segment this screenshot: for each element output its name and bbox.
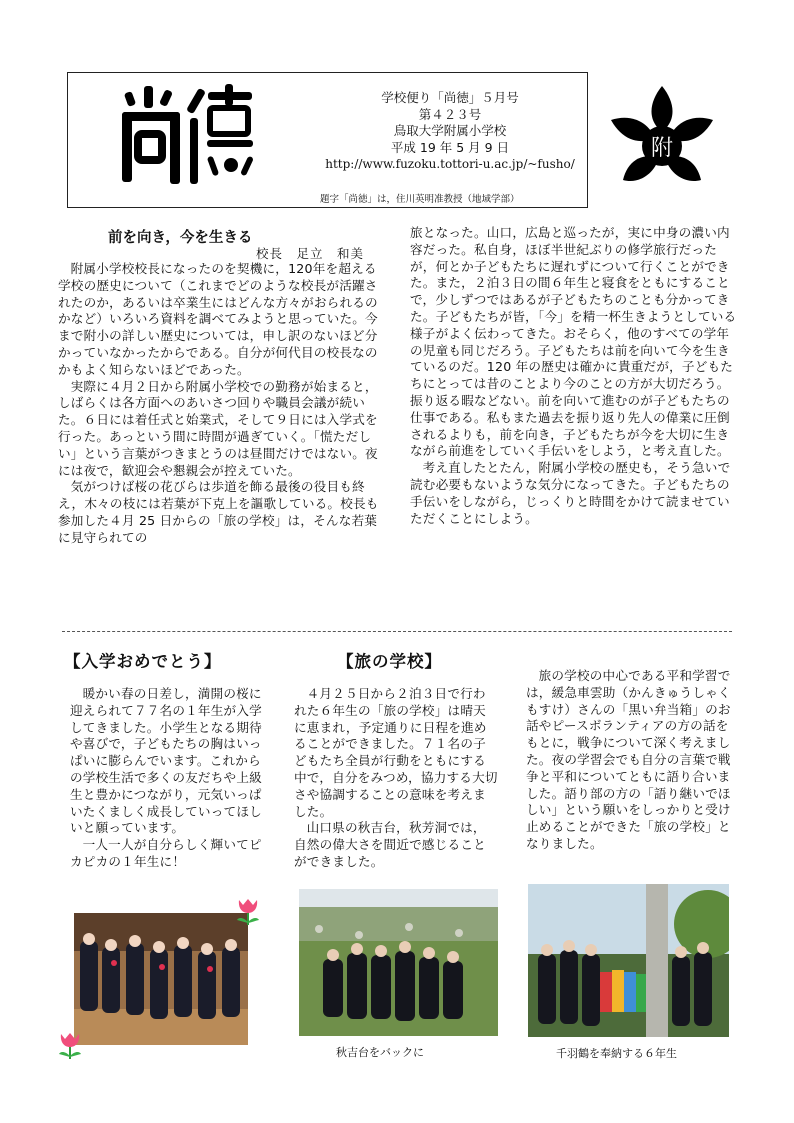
title-credit: 題字「尚徳」は，住川英明准教授（地域学部）: [320, 194, 520, 205]
article-author: 校長 足立 和美: [256, 246, 365, 261]
tulip-icon: [234, 896, 262, 930]
issue-date: 平成 19 年 5 月 9 日: [390, 139, 510, 155]
article-paragraph: 気がつけば桜の花びらは歩道を飾る最後の役目も終え，木々の枝には若葉が下克上を謳歌している。校長も参加した４月 25 日からの「旅の学校」は，そんな若葉に見守られての: [58, 479, 379, 545]
nyugaku-body: [70, 686, 270, 871]
school-emblem: [597, 80, 727, 202]
article-paragraph: 考え直したとたん，附属小学校の歴史も，そう急いで読む必要もないような気分になってきた。子どもたちの手伝いをしながら，じっくりと時間をかけて読ませていただくことにしよう。: [410, 460, 731, 526]
photo-caption-akiyoshi: 秋吉台をバックに: [336, 1046, 424, 1059]
header-info: [300, 90, 600, 173]
nyugaku-paragraph: 暖かい春の日差し，満開の桜に迎えられて７７名の１年生が入学してきました。小学生となる期待や喜びで，子どもたちの胸はいっぱいに膨らんでいます。これからの学校生活で多くの友だちや上級生と豊かにつながり，元気いっぱいたくましく成長していってほしいと願っています。: [70, 686, 262, 836]
peace-study-body: [526, 668, 736, 853]
tabi-paragraph: 旅の学校の中心である平和学習では，緩急車雲助（かんきゅうしゃくもすけ）さんの「黒い弁当箱」のお話やピースボランティアの方の話をもとに，戦争について深く考えました。夜の学習会でも自分の言葉で戦争と平和についてともに語り合いました。語り部の方の「語り継いでほしい」という願いをしっかりと受け止めることができた「旅の学校」となりました。: [526, 668, 731, 851]
photo-caption-senbazuru: 千羽鶴を奉納する６年生: [556, 1047, 677, 1060]
school-emblem-icon: [597, 80, 727, 202]
article-paragraph: 附属小学校校長になったのを契機に，120年を超える学校の歴史について（これまでどのような校長が活躍されたのか，あるいは卒業生にはどんな方々がおられるのかなど）いろいろ資料を調べてみようと思っていた。今まで附小の詳しい歴史については，申し訳のないほど分かっていなかったからである。自分が何代目の校長なのかもよく知らないほどであった。: [58, 261, 378, 377]
article-paragraph: 旅となった。山口，広島と巡ったが，実に中身の濃い内容だった。私自身，ほぼ半世紀ぶりの修学旅行だったが，何とか子どもたちに遅れずについて行くことができた。また，２泊３日の間６年生と寝食をともにすることで，少しずつではあるが子どもたちのことも分かってきた。子どもたちが皆，「今」を精一杯生きようとしている様子がよく伝わってきた。おそらく，他のすべての学年の児童も同じだろう。子どもたちは前を向いて今を生きているのだ。120 年の歴史は確かに貴重だが，子どもたちにとっては昔のことより今のことの方が大切だろう。振り返る暇などない。前を向いて進むのが子どもたちの仕事である。私もまた過去を振り返り先人の偉業に圧倒されるよりも，前を向き，子どもたちが今を大切に生きながら前進をしていく手伝いをしよう，と考え直した。: [410, 225, 737, 459]
nyugaku-heading: 【入学おめでとう】: [64, 652, 222, 671]
article-title: 前を向き，今を生きる: [108, 230, 253, 246]
tabi-paragraph: ４月２５日から２泊３日で行われた６年生の「旅の学校」は晴天に恵まれ，予定通りに日程を進めることができました。７１名の子どもたち全員が行動をともにする中で，自分をみつめ，協力する大切さや協調することの意味を考えました。: [294, 686, 498, 819]
article-column-1: [58, 261, 385, 547]
article-column-2: [410, 225, 740, 527]
akiyoshidai-photo: [299, 889, 498, 1036]
section-divider: [62, 631, 732, 632]
tabi-body: [294, 686, 498, 871]
newsletter-title: 学校便り「尚徳」５月号: [381, 90, 519, 105]
tabi-paragraph: 山口県の秋吉台，秋芳洞では，自然の偉大さを間近で感じることができました。: [294, 820, 486, 869]
calligraphy-logo-icon: [112, 78, 262, 196]
shoutoku-logo: [112, 78, 262, 196]
tulip-icon: [56, 1030, 84, 1064]
entrance-ceremony-photo: [74, 913, 248, 1045]
nyugaku-paragraph: 一人一人が自分らしく輝いてピカピカの１年生に！: [70, 837, 262, 869]
senbazuru-photo: [528, 884, 729, 1037]
tabi-heading: 【旅の学校】: [337, 652, 442, 671]
emblem-character: 附: [650, 136, 674, 161]
school-name: 鳥取大学附属小学校: [393, 123, 507, 138]
school-url[interactable]: http://www.fuzoku.tottori-u.ac.jp/~fusho/: [325, 157, 575, 171]
article-paragraph: 実際に４月２日から附属小学校での勤務が始まると，しばらくは各方面へのあいさつ回りや職員会議が続いた。６日には着任式と始業式，そして９日には入学式を行った。あっという間に時間が過ぎていく。「慌ただしい」という言葉がつきまとうのは昼間だけではない。夜には夜で，歓迎会や懇親会が控えていた。: [58, 378, 378, 478]
issue-number: 第４２３号: [418, 106, 482, 122]
